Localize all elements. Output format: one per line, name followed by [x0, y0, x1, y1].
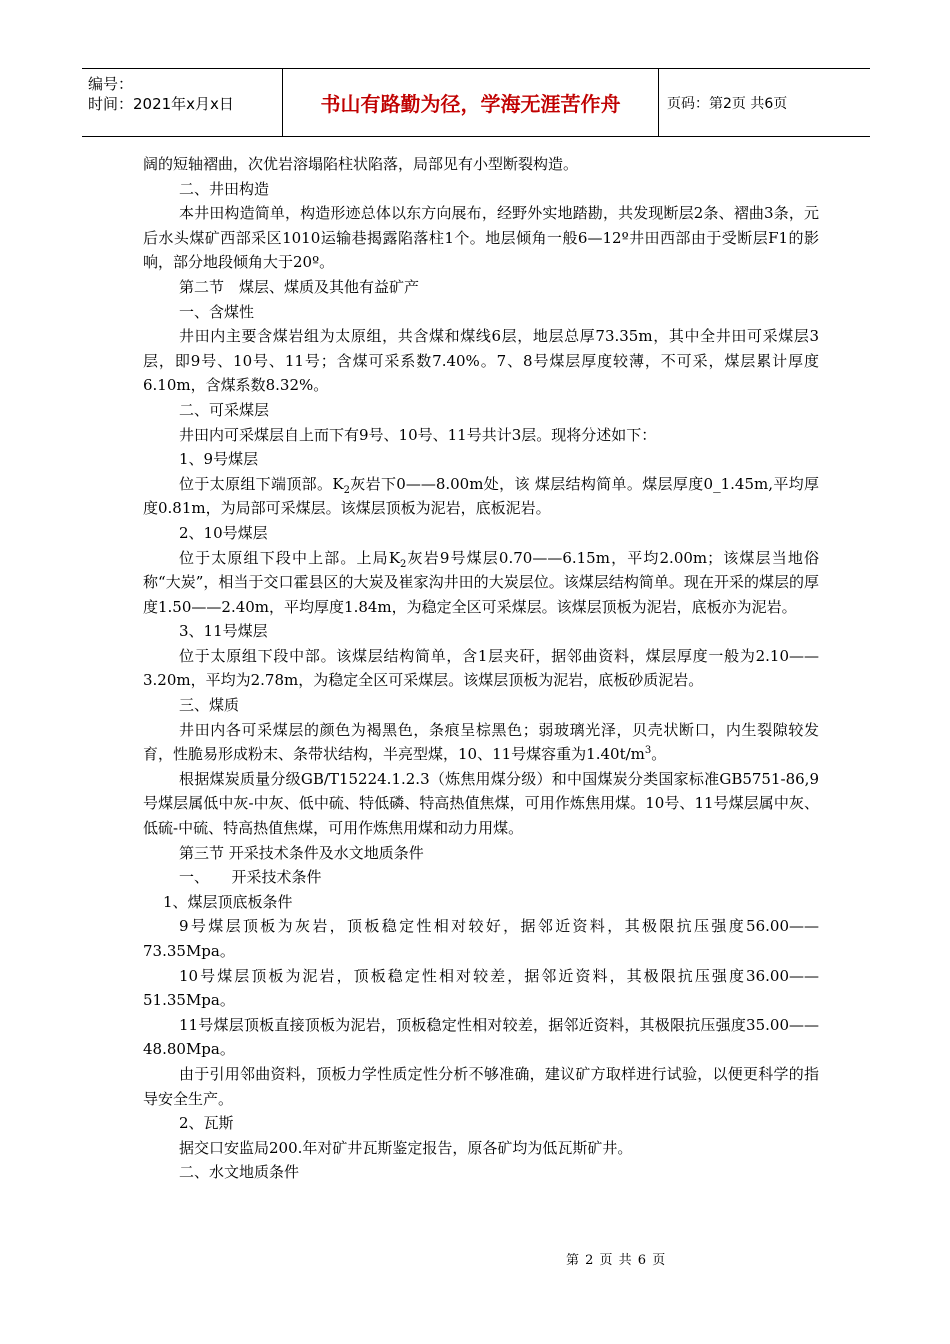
paragraph: 11号煤层顶板直接顶板为泥岩，顶板稳定性相对较差，据邻近资料，其极限抗压强度35.00——48.80Mpa。 [143, 1015, 819, 1059]
header-page-info: 页码：第2页 共6页 [667, 95, 788, 112]
section-heading: 2、瓦斯 [179, 1114, 234, 1133]
section-heading: 三、煤质 [179, 696, 240, 715]
number-label: 编号： [88, 75, 134, 93]
section-heading: 2、10号煤层 [179, 523, 268, 542]
section-heading: 二、可采煤层 [179, 400, 270, 419]
page-footer: 第 2 页 共 6 页 [566, 1253, 667, 1268]
header-meta [82, 69, 283, 136]
paragraph: 由于引用邻曲资料，顶板力学性质定性分析不够准确，建议矿方取样进行试验，以便更科学的指导安全生产。 [143, 1064, 819, 1108]
paragraph [143, 472, 819, 521]
subscript: 2 [343, 484, 350, 496]
superscript: 3 [644, 745, 652, 757]
header-motto: 书山有路勤为径，学海无涯苦作舟 [283, 69, 659, 136]
paragraph: 井田内主要含煤岩组为太原组，共含煤和煤线6层，地层总厚73.35m，其中全井田可采煤层3层，即9号、10号、11号；含煤可采系数7.40%。7、8号煤层厚度较薄，不可采，煤层累计厚度6.10m，含煤系数8.32%。 [143, 327, 819, 395]
paragraph: 根据煤炭质量分级GB/T15224.1.2.3（炼焦用煤分级）和中国煤炭分类国家标准GB5751-86,9号煤层属低中灰-中灰、低中硫、特低磷、特高热值焦煤，可用作炼焦用煤。10号、11号煤层属中灰、低硫-中硫、特高热值焦煤，可用作炼焦用煤和动力用煤。 [143, 769, 819, 838]
paragraph: 位于太原组下段中部。该煤层结构简单，含1层夹矸，据邻曲资料，煤层厚度一般为2.10——3.20m，平均为2.78m，为稳定全区可采煤层。该煤层顶板为泥岩，底板砂质泥岩。 [143, 646, 819, 690]
paragraph: 阔的短轴褶曲，次优岩溶塌陷柱状陷落，局部见有小型断裂构造。 [143, 155, 579, 173]
paragraph [143, 718, 819, 767]
text-run: 井田内各可采煤层的颜色为褐黑色，条痕呈棕黑色；弱玻璃光泽，贝壳状断口，内生裂隙较发育，性脆易形成粉末、条带状结构，半亮型煤，10、11号煤容重为1.40t/m [143, 720, 819, 764]
section-heading: 二、水文地质条件 [179, 1163, 300, 1182]
page-header [82, 68, 870, 137]
section-heading: 一、含煤性 [179, 302, 255, 321]
section-heading: 第三节 开采技术条件及水文地质条件 [179, 843, 424, 862]
section-heading: 一、 开采技术条件 [179, 868, 322, 887]
document-body [143, 152, 819, 1185]
text-run: 。 [651, 745, 667, 764]
time-label: 时间：2021年x月x日 [88, 95, 234, 113]
paragraph: 9号煤层顶板为灰岩，顶板稳定性相对较好，据邻近资料，其极限抗压强度56.00——73.35Mpa。 [143, 917, 819, 960]
paragraph: 10号煤层顶板为泥岩，顶板稳定性相对较差，据邻近资料，其极限抗压强度36.00——51.35Mpa。 [143, 966, 819, 1010]
paragraph: 据交口安监局200.年对矿井瓦斯鉴定报告，原各矿均为低瓦斯矿井。 [179, 1138, 633, 1157]
section-heading: 第二节 煤层、煤质及其他有益矿产 [179, 277, 420, 296]
text-run: 灰岩下0——8.00m处，该 煤层结构简单。煤层厚度0_1.45m,平均厚度0.81m，为局部可采煤层。该煤层顶板为泥岩，底板泥岩。 [143, 474, 819, 518]
paragraph: 本井田构造简单，构造形迹总体以东方向展布，经野外实地踏勘，共发现断层2条、褶曲3条，元后水头煤矿西部采区1010运输巷揭露陷落柱1个。地层倾角一般6—12º井田西部由于受断层F1的影响，部分地段倾角大于20º。 [143, 204, 819, 272]
text-run: 位于太原组下段中上部。上局K [179, 548, 401, 567]
text-run: 位于太原组下端顶部。K [179, 474, 344, 493]
subscript: 2 [400, 558, 407, 570]
section-heading: 1、9号煤层 [179, 450, 259, 469]
section-heading: 1、煤层顶底板条件 [163, 892, 293, 911]
section-heading: 二、井田构造 [179, 179, 270, 198]
section-heading: 3、11号煤层 [179, 622, 268, 641]
paragraph: 井田内可采煤层自上而下有9号、10号、11号共计3层。现将分述如下： [179, 425, 657, 444]
text-run: 灰岩9号煤层0.70——6.15m，平均2.00m；该煤层当地俗称“大炭”，相当于交口霍县区的大炭及崔家沟井田的大炭层位。该煤层结构简单。现在开采的煤层的厚度1.50——2.40m，平均厚度1.84m，为稳定全区可采煤层。该煤层顶板为泥岩，底板亦为泥岩。 [143, 548, 819, 616]
paragraph [143, 546, 819, 620]
